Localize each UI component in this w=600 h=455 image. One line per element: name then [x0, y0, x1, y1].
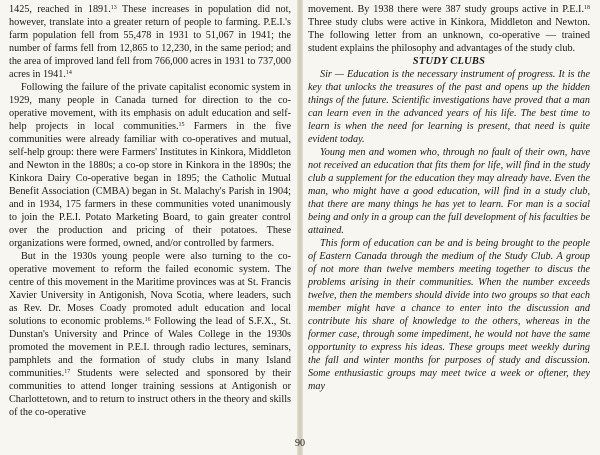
- letter-paragraph: [308, 146, 590, 237]
- right-page: [303, 0, 600, 455]
- text-run: Students were selected and sponsored by their communities to attend longer training sessions at Antigonish or Charlottetown, and to return to instruct others in the theory and skills of the co-operative: [9, 368, 291, 419]
- text-run: Three study clubs were active in Kinkora, Middleton and Newton. The following letter from an unknown, co-operative — trained student explains the philosophy and advantages of the study club.: [308, 17, 590, 55]
- text-run: Following the lead of S.F.X., St. Dunstan's University and Prince of Wales College in the 1930s promoted the movement in P.E.I. through radio lectures, seminars, pamphlets and the formation of study clubs in many Island communities.: [9, 316, 291, 380]
- text-run: movement. By 1938 there were 387 study groups active in P.E.I.: [308, 4, 584, 15]
- section-heading: STUDY CLUBS: [412, 56, 486, 68]
- letter-paragraph: [308, 237, 590, 393]
- left-page: [0, 0, 297, 455]
- paragraph: [9, 81, 291, 250]
- paragraph: [308, 3, 590, 55]
- footnote-marker: 13: [110, 5, 117, 11]
- letter-paragraph: [308, 68, 590, 146]
- right-text-column: [308, 3, 590, 393]
- text-run: But in the 1930s young people were also turning to the co-operative movement to reform the failed economic system. The centre of this movement in the Maritime provinces was at St. Francis Xavier University in Antigonish, Nova Scotia, where leaders, such as Rev. Dr. Moses Coady promoted adult education and local solutions to economic problems.: [9, 251, 291, 328]
- footnote-marker: 14: [65, 70, 72, 77]
- text-run: This form of education can be and is being brought to the people of Eastern Canada through the medium of the Study Club. A group of not more than twelve members meeting together to discus the problems arising in their communities. When the number exceeds twelve, then the members should divide into two groups so that each member might have a chance to enter into the discussion and contribute his share of knowledge to the others, whereas in the former case, through some impediment, he would not have the same opportunity to express his ideas. These groups meet weekly during the fall and winter months for purposes of study and discussion. Some enthusiastic groups may meet twice a week or oftener, they may: [308, 238, 590, 393]
- text-run: 1425, reached in 1891.: [9, 4, 111, 15]
- footnote-marker: 16: [144, 317, 151, 324]
- text-run: These increases in population did not, however, translate into a greater return of people to farming. P.E.I.'s farm population fell from 55,478 in 1931 to 51,067 in 1941; the number of farms fell from 12,865 to 12,230, in the same period; and the area of improved land fell from 766,000 acres in 1931 to 737,000 acres in 1941.: [9, 4, 292, 81]
- text-run: Sir — Education is the necessary instrument of progress. It is the key that unlocks the treasures of the past and opens up the hidden things of the future. Scientific investigations have proved that a man can learn even in the advanced years of his life. The best time to learn is when the need for learning is present, that need is quite evident today.: [308, 69, 590, 146]
- letter-text: [308, 68, 590, 393]
- text-run: Farmers in the five communities were already familiar with co-operatives and mutual, self-help group: there were Farmers' Institutes in Kinkora, Middleton and Newton in the 1880s; a co-op store in Kinkora in the 1890s; the Kinkora Dairy Co-operative began in 1895; the Catholic Mutual Benefit Association (CMBA) began in St. Malachy's Parish in 1904; and in 1934, 175 farmers in these communities voted unanimously to join the P.E.I. Potato Marketing Board, to gain greater control over the production and pricing of their potatoes. These organizations were formed, owned, and/or controlled by farmers.: [9, 121, 291, 250]
- text-run: Young men and women who, through no fault of their own, have not received an education that fits them for life, will find in the study club a supplement for the education they may already have. Even the man, who might have a good education, will find in a study club, that there are many things he has yet to learn. For man is a social being and only in a group can the full development of his faculties be attained.: [308, 147, 590, 237]
- left-text-column: [9, 3, 291, 420]
- page-number: 90: [295, 438, 305, 449]
- footnote-marker: 17: [64, 369, 71, 376]
- text-run: Following the failure of the private capitalist economic system in 1929, many people in Canada turned for direction to the co-operative movement, with its emphasis on adult education and self-help projects in local communities.: [9, 82, 291, 133]
- paragraph: [9, 3, 291, 81]
- footnote-marker: 18: [584, 5, 590, 11]
- paragraph: [9, 250, 291, 419]
- footnote-marker: 15: [178, 122, 185, 129]
